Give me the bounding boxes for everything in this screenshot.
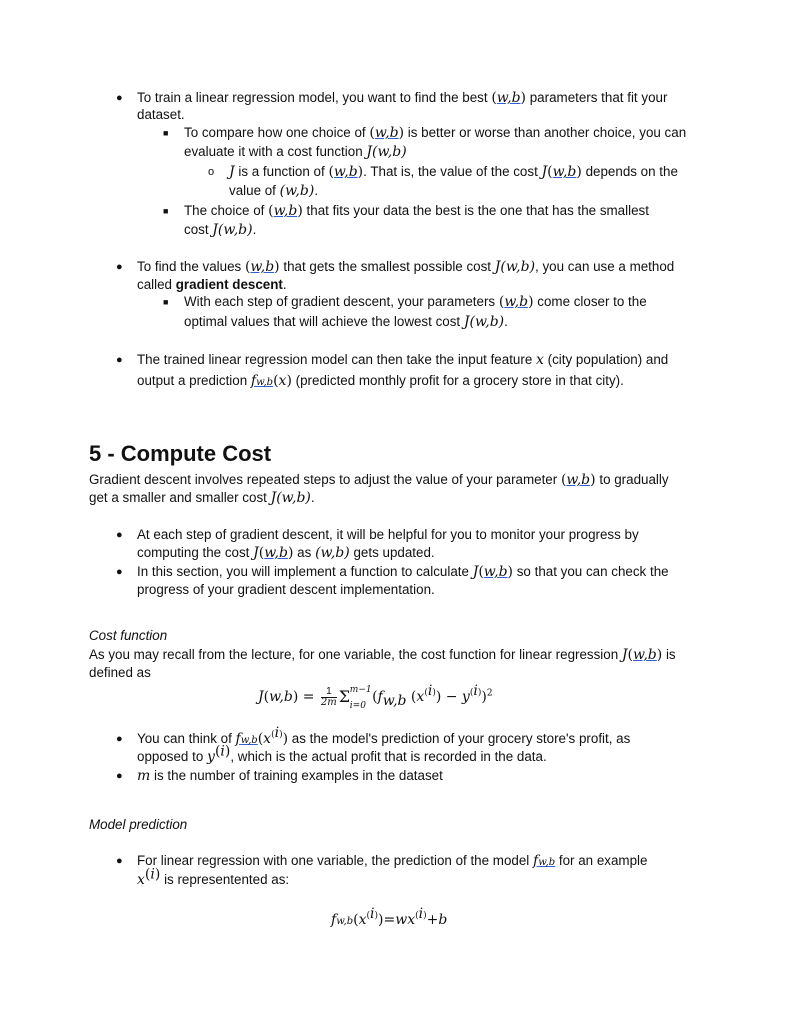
text-line: $x^{(i)}$ is representented as: — [137, 866, 290, 888]
text-line: progress of your gradient descent implementation. — [137, 582, 435, 597]
text-line: get a smaller and smaller cost J(w,b). — [89, 490, 315, 506]
text-line: called gradient descent. — [137, 277, 287, 292]
bullet-circle: o — [208, 166, 215, 178]
text-line: The choice of (w,b) that fits your data the best is the one that has the smallest — [184, 203, 649, 219]
text-line: dataset. — [137, 107, 185, 122]
bullet-dot: ● — [116, 770, 123, 782]
text-line: value of (w,b). — [229, 183, 319, 199]
text-line: To find the values (w,b) that gets the smallest possible cost J(w,b), you can use a method — [137, 259, 675, 275]
text-line: defined as — [89, 665, 151, 680]
text-line: output a prediction fw,b(x) (predicted monthly profit for a grocery store in that city). — [137, 373, 624, 389]
text-line: At each step of gradient descent, it will be helpful for you to monitor your progress by — [137, 527, 639, 542]
text-line: For linear regression with one variable, the prediction of the model fw,b for an example — [137, 853, 648, 869]
text-line: In this section, you will implement a function to calculate J(w,b) so that you can check the — [137, 564, 669, 580]
text-line: With each step of gradient descent, your parameters (w,b) come closer to the — [184, 294, 647, 310]
text-line: m is the number of training examples in the dataset — [137, 768, 443, 784]
text-line: computing the cost J(w,b) as (w,b) gets updated. — [137, 545, 435, 561]
bullet-dot: ● — [116, 529, 123, 541]
bullet-dot: ● — [116, 566, 123, 578]
text-line: cost J(w,b). — [184, 222, 257, 238]
bullet-square: ■ — [163, 128, 169, 138]
bullet-square: ■ — [163, 297, 169, 307]
text-line: You can think of $fw,b(x^{(i)})$ as the model's prediction of your grocery store's profit, as — [137, 725, 631, 747]
text-line: The trained linear regression model can then take the input feature x (city population) and — [137, 352, 669, 368]
text-line: opposed to $y^{(i)}$, which is the actual profit that is recorded in the data. — [137, 743, 547, 765]
cost-equation: J(w,b) = $\frac{1}{2m}$ Σ m−1 i=0 ($f_{w,b}$ $(x^{(i)}) - y^{(i)})^2$ — [258, 683, 493, 711]
bullet-dot: ● — [116, 261, 123, 273]
text-line: evaluate it with a cost function J(w,b) — [184, 144, 407, 160]
text-line: optimal values that will achieve the lowest cost J(w,b). — [184, 314, 508, 330]
section-heading: 5 - Compute Cost — [89, 441, 272, 466]
subsection-title: Cost function — [89, 628, 168, 643]
text-line: To train a linear regression model, you want to find the best (w,b) parameters that fit your — [137, 90, 668, 106]
subsection-title: Model prediction — [89, 817, 188, 832]
bullet-dot: ● — [116, 855, 123, 867]
text-line: To compare how one choice of (w,b) is better or worse than another choice, you can — [184, 125, 687, 141]
prediction-equation: $fw,b(x^{(i)})=wx^{(i)}+b$ — [331, 906, 448, 928]
text-line: As you may recall from the lecture, for one variable, the cost function for linear regression J(w,b) is — [89, 647, 676, 663]
bullet-dot: ● — [116, 354, 123, 366]
bullet-square: ■ — [163, 206, 169, 216]
bullet-dot: ● — [116, 733, 123, 745]
bullet-dot: ● — [116, 92, 123, 104]
text-line: Gradient descent involves repeated steps to adjust the value of your parameter (w,b) to gradually — [89, 472, 669, 488]
text-line: J is a function of (w,b). That is, the value of the cost J(w,b) depends on the — [229, 164, 678, 180]
